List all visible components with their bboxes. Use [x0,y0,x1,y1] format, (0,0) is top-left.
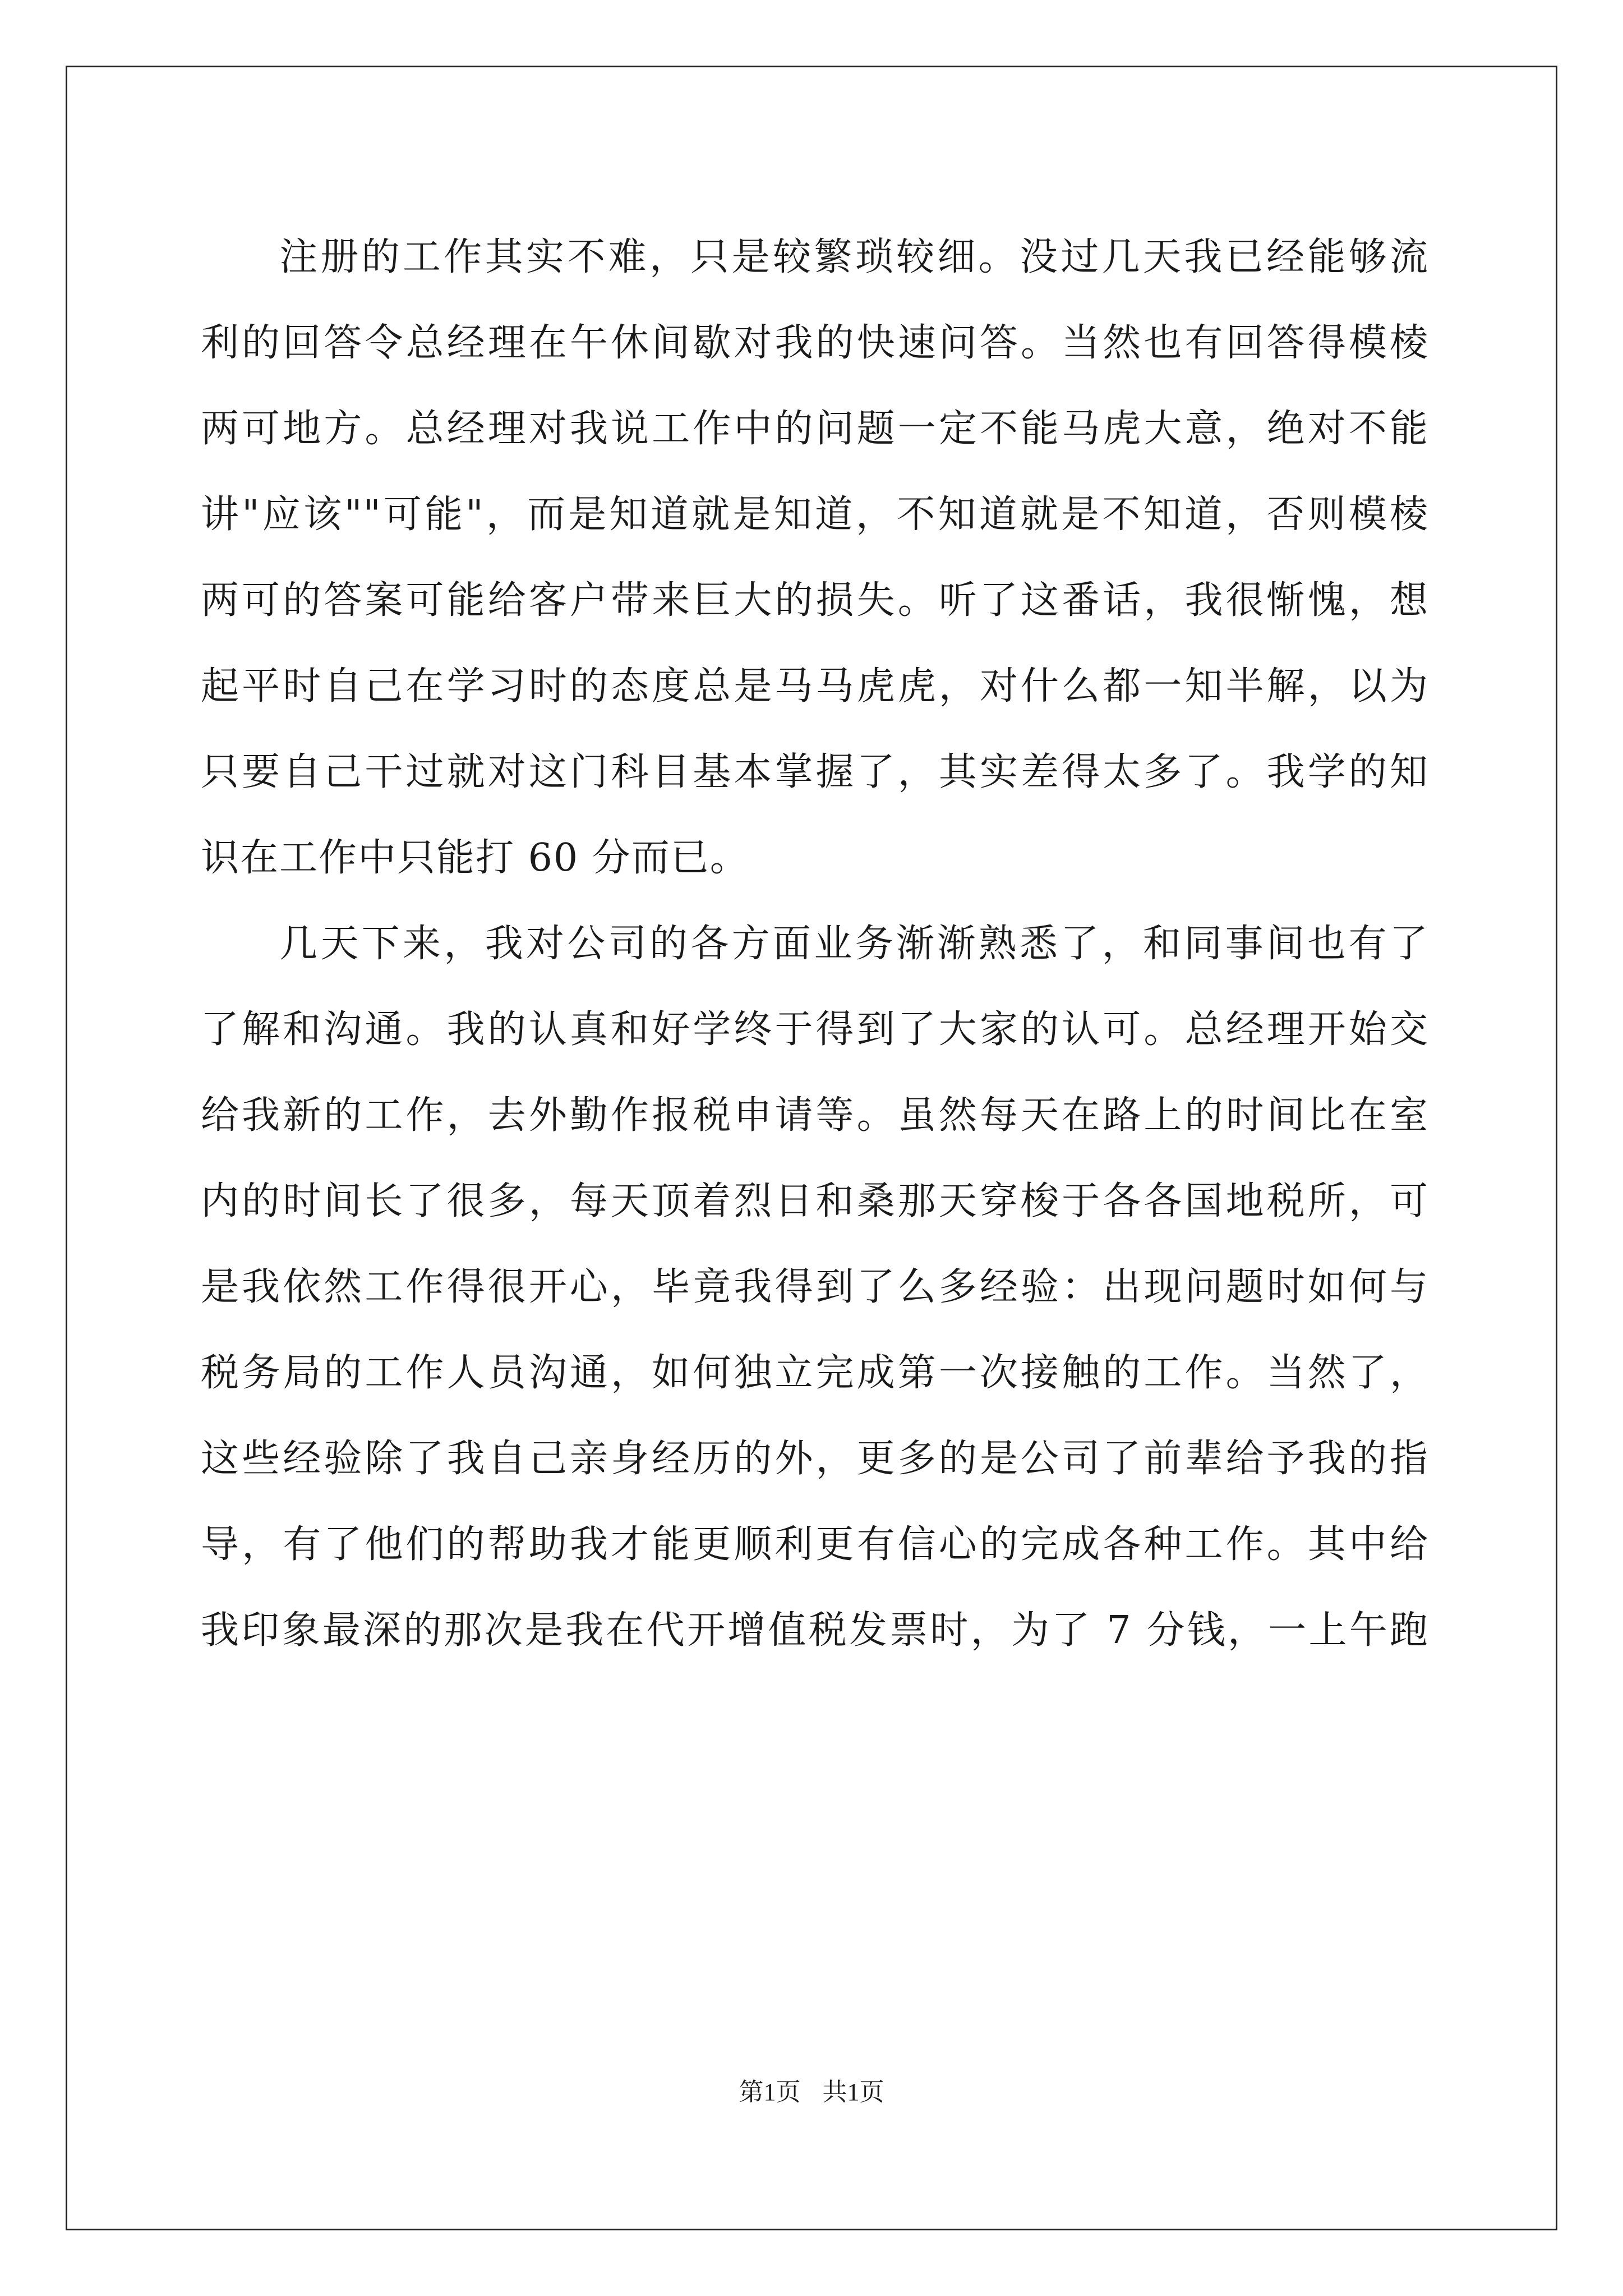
paragraph-1-line-4: 讲"应该""可能"，而是知道就是知道，不知道就是不知道，否则模棱 [201,493,1429,537]
paragraph-2-line-1: 几天下来，我对公司的各方面业务渐渐熟悉了，和同事间也有了 [279,922,1429,966]
document-body [201,214,1429,1673]
paragraph-1-line-3: 两可地方。总经理对我说工作中的问题一定不能马虎大意，绝对不能 [201,407,1429,451]
paragraph-1-line-7: 只要自己干过就对这门科目基本掌握了，其实差得太多了。我学的知 [201,750,1429,794]
page-total: 共1页 [822,2078,884,2106]
paragraph-2-line-8: 导，有了他们的帮助我才能更顺利更有信心的完成各种工作。其中给 [201,1522,1429,1567]
paragraph-1-line-1: 注册的工作其实不难，只是较繁琐较细。没过几天我已经能够流 [279,235,1429,279]
paragraph-2-line-6: 税务局的工作人员沟通，如何独立完成第一次接触的工作。当然了， [201,1351,1429,1395]
paragraph-2-line-2: 了解和沟通。我的认真和好学终于得到了大家的认可。总经理开始交 [201,1007,1429,1052]
paragraph-1-line-2: 利的回答令总经理在午休间歇对我的快速问答。当然也有回答得模棱 [201,321,1429,365]
page-footer [0,2076,1623,2109]
paragraph-2-line-7: 这些经验除了我自己亲身经历的外，更多的是公司了前辈给予我的指 [201,1437,1429,1481]
paragraph-2-line-4: 内的时间长了很多，每天顶着烈日和桑那天穿梭于各各国地税所，可 [201,1179,1429,1223]
paragraph-1-line-6: 起平时自己在学习时的态度总是马马虎虎，对什么都一知半解，以为 [201,664,1429,708]
paragraph-2-line-3: 给我新的工作，去外勤作报税申请等。虽然每天在路上的时间比在室 [201,1093,1429,1138]
paragraph-2-line-5: 是我依然工作得很开心，毕竟我得到了么多经验：出现问题时如何与 [201,1265,1429,1309]
paragraph-2-line-9: 我印象最深的那次是我在代开增值税发票时，为了 7 分钱，一上午跑 [201,1608,1429,1653]
paragraph-1-line-8: 识在工作中只能打 60 分而已。 [201,836,749,880]
page-number: 第1页 [739,2078,801,2106]
paragraph-1-line-5: 两可的答案可能给客户带来巨大的损失。听了这番话，我很惭愧，想 [201,578,1429,623]
